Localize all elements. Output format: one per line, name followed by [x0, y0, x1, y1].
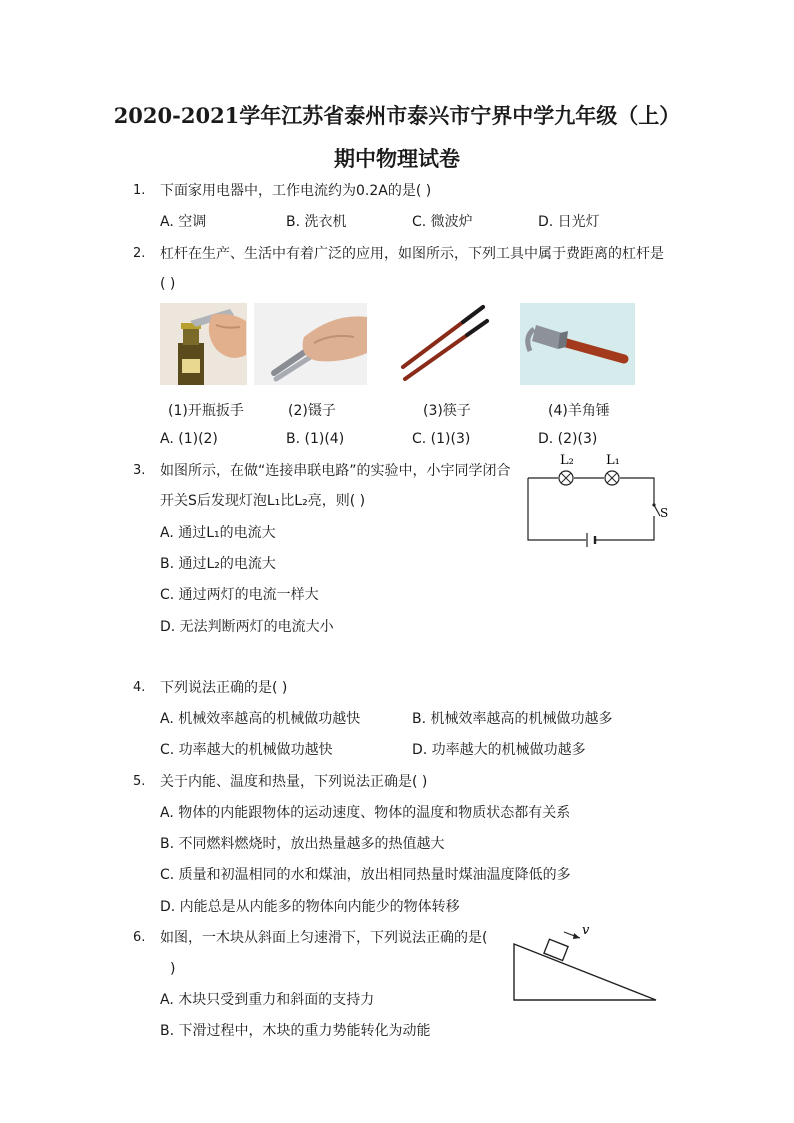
- bottle-opener-image: [160, 303, 247, 385]
- caption-claw-hammer: (4)羊角锤: [548, 403, 610, 419]
- question-3-stem: 如图所示，在做“连接串联电路”的实验中，小宇同学闭合: [160, 463, 511, 479]
- question-6-number: 6.: [133, 930, 146, 945]
- caption-chopsticks: (3)筷子: [423, 403, 471, 419]
- exam-title-line1: 2020-2021学年江苏省泰州市泰兴市宁界中学九年级（上）: [113, 103, 681, 128]
- velocity-label: v: [582, 923, 590, 938]
- question-4-option-c: C. 功率越大的机械做功越快: [160, 742, 333, 758]
- question-4-option-d: D. 功率越大的机械做功越多: [412, 742, 586, 758]
- claw-hammer-image: [520, 303, 635, 385]
- lamp-l1-symbol: [605, 471, 619, 485]
- question-3-option-d: D. 无法判断两灯的电流大小: [160, 619, 334, 635]
- question-1-stem: 下面家用电器中，工作电流约为0.2A的是( ): [160, 183, 432, 199]
- question-2-number: 2.: [133, 246, 146, 261]
- question-5-option-b: B. 不同燃料燃烧时，放出热量越多的热值越大: [160, 836, 445, 852]
- caption-bottle-opener: (1)开瓶扳手: [168, 403, 244, 419]
- caption-tweezers: (2)镊子: [288, 403, 336, 419]
- question-5-option-d: D. 内能总是从内能多的物体向内能少的物体转移: [160, 899, 460, 915]
- question-2-option-a: A. (1)(2): [160, 431, 218, 447]
- question-5-option-c: C. 质量和初温相同的水和煤油，放出相同热量时煤油温度降低的多: [160, 867, 571, 883]
- question-6-stem: 如图，一木块从斜面上匀速滑下，下列说法正确的是(: [160, 930, 488, 946]
- question-3-option-b: B. 通过L₂的电流大: [160, 556, 276, 572]
- question-6-option-a: A. 木块只受到重力和斜面的支持力: [160, 992, 375, 1008]
- question-3-option-a: A. 通过L₁的电流大: [160, 525, 276, 541]
- question-5-stem: 关于内能、温度和热量，下列说法正确是( ): [160, 774, 428, 790]
- question-2-option-b: B. (1)(4): [286, 431, 345, 447]
- question-6-option-b: B. 下滑过程中，木块的重力势能转化为动能: [160, 1023, 431, 1039]
- battery-symbol: [587, 533, 595, 547]
- question-1-option-a: A. 空调: [160, 214, 207, 230]
- lamp-l2-label: L₂: [560, 453, 574, 468]
- incline-diagram: [510, 922, 660, 1002]
- exam-title-line2: 期中物理试卷: [334, 146, 460, 171]
- question-5-number: 5.: [133, 774, 146, 789]
- question-4-stem: 下列说法正确的是( ): [160, 680, 288, 696]
- question-2-option-d: D. (2)(3): [538, 431, 598, 447]
- chopsticks-image: [397, 303, 490, 385]
- question-4-number: 4.: [133, 680, 146, 695]
- question-3-stem-cont: 开关S后发现灯泡L₁比L₂亮，则( ): [160, 493, 366, 509]
- tweezers-image: [254, 303, 367, 385]
- question-5-option-a: A. 物体的内能跟物体的运动速度、物体的温度和物质状态都有关系: [160, 805, 571, 821]
- switch-s-symbol: [652, 503, 660, 516]
- lamp-l2-symbol: [559, 471, 573, 485]
- question-2-option-c: C. (1)(3): [412, 431, 471, 447]
- question-1-number: 1.: [133, 183, 146, 198]
- question-2-stem: 杠杆在生产、生活中有着广泛的应用，如图所示，下列工具中属于费距离的杠杆是: [160, 246, 664, 262]
- question-1-option-c: C. 微波炉: [412, 214, 473, 230]
- question-2-stem-cont: ( ): [160, 276, 176, 292]
- lamp-l1-label: L₁: [606, 453, 620, 468]
- question-4-option-b: B. 机械效率越高的机械做功越多: [412, 711, 613, 727]
- question-1-option-b: B. 洗衣机: [286, 214, 347, 230]
- question-4-option-a: A. 机械效率越高的机械做功越快: [160, 711, 361, 727]
- series-circuit-diagram: [524, 452, 669, 552]
- switch-s-label: S: [660, 506, 669, 520]
- question-3-number: 3.: [133, 463, 146, 478]
- question-1-option-d: D. 日光灯: [538, 214, 600, 230]
- question-3-option-c: C. 通过两灯的电流一样大: [160, 587, 319, 603]
- question-6-stem-cont: ): [170, 961, 176, 977]
